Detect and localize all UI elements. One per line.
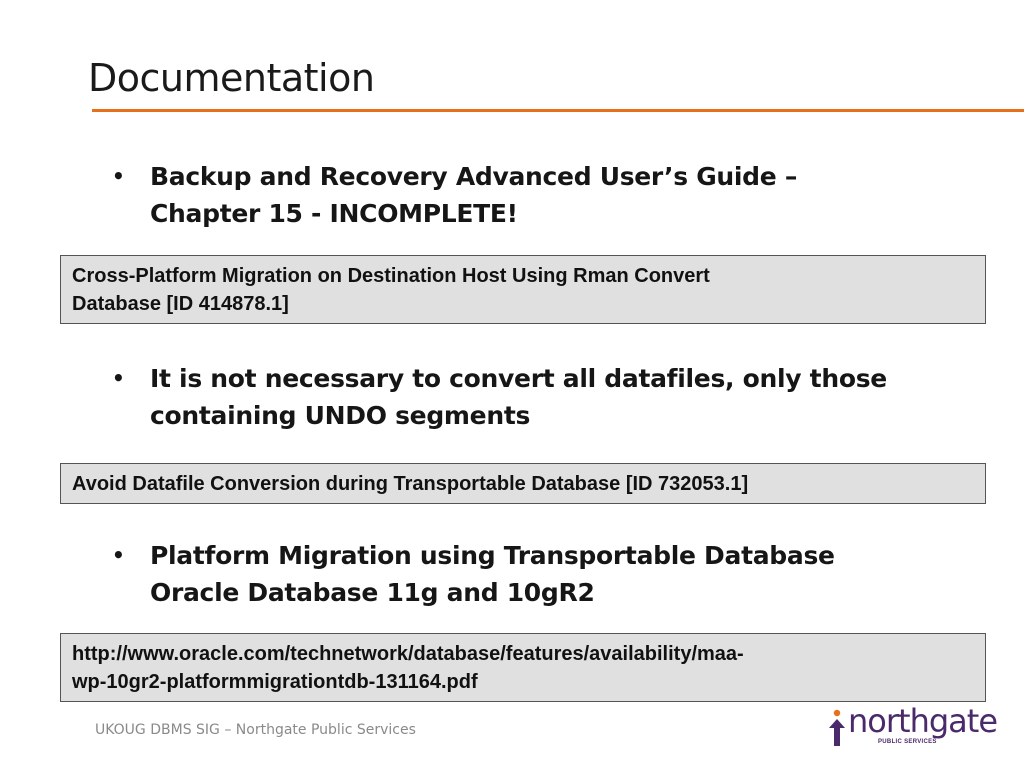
title-underline: [92, 109, 1024, 112]
bullet-dot-icon: •: [112, 366, 125, 390]
reference-link-box[interactable]: http://www.oracle.com/technetwork/database/features/availability/maa- wp-10gr2-platformmigrationtdb-131164.pdf: [60, 633, 986, 702]
slide-title: Documentation: [88, 56, 375, 100]
northgate-logo: [824, 702, 997, 752]
logo-subtitle: PUBLIC SERVICES: [878, 739, 937, 745]
arrow-person-icon: [826, 708, 848, 748]
reference-box: Cross-Platform Migration on Destination Host Using Rman Convert Database [ID 414878.1]: [60, 255, 986, 324]
bullet-text: Backup and Recovery Advanced User’s Guide – Chapter 15 - INCOMPLETE!: [150, 162, 798, 228]
bullet-item: [112, 360, 952, 434]
reference-box: Avoid Datafile Conversion during Transportable Database [ID 732053.1]: [60, 463, 986, 504]
logo-wordmark: northgate: [848, 702, 997, 740]
bullet-item: [112, 158, 952, 232]
bullet-dot-icon: •: [112, 164, 125, 188]
bullet-item: [112, 537, 952, 611]
bullet-text: Platform Migration using Transportable Database Oracle Database 11g and 10gR2: [150, 541, 835, 607]
footer-text: UKOUG DBMS SIG – Northgate Public Services: [95, 722, 416, 738]
bullet-text: It is not necessary to convert all datafiles, only those containing UNDO segments: [150, 364, 887, 430]
bullet-dot-icon: •: [112, 543, 125, 567]
